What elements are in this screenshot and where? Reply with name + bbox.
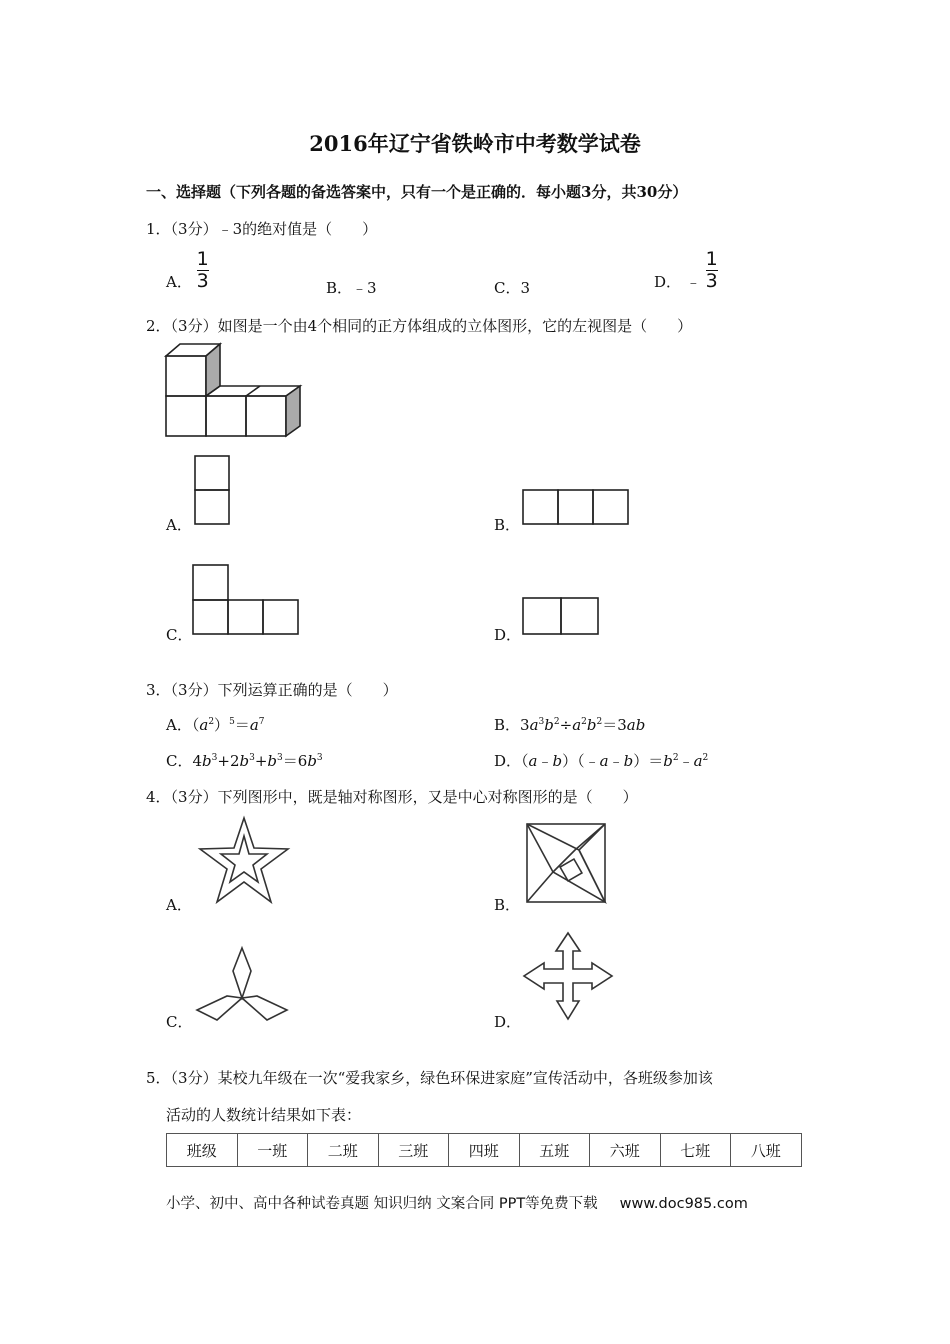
table-cell: 七班 xyxy=(660,1134,731,1167)
q1-option-a: A． $\frac{1}{3}$ xyxy=(166,248,209,292)
q2-option-b-label: B． xyxy=(494,516,521,534)
footer-text: 小学、初中、高中各种试卷真题 知识归纳 文案合同 PPT等免费下载 xyxy=(166,1196,598,1212)
q1-option-d-fraction: $\frac{1}{3}$ xyxy=(705,248,718,292)
table-row xyxy=(167,1134,802,1167)
q1-option-a-fraction: $\frac{1}{3}$ xyxy=(196,248,209,292)
q1-option-b: B．﹣3 xyxy=(326,279,377,297)
q1-option-c: C．3 xyxy=(494,279,531,297)
q2-option-c-figure xyxy=(192,564,302,639)
q1-option-d: D． ﹣ $\frac{1}{3}$ xyxy=(654,248,718,292)
section-heading: 一、选择题（下列各题的备选答案中，只有一个是正确的．每小题3分，共30分） xyxy=(146,183,688,201)
table-cell: 三班 xyxy=(378,1134,449,1167)
table-cell: 班级 xyxy=(167,1134,238,1167)
q2-option-c-label: C． xyxy=(166,626,193,644)
star-figure xyxy=(198,816,293,908)
table-cell: 八班 xyxy=(731,1134,802,1167)
q4-option-d-label: D． xyxy=(494,1013,522,1031)
q4-option-b-label: B． xyxy=(494,896,521,914)
q3-option-a: A．$(a^2)^5=a^7$ xyxy=(166,716,265,734)
q3-option-c: C．$4b^3+2b^3+b^3=6b^3$ xyxy=(166,752,323,770)
four-arrow-figure xyxy=(522,931,617,1023)
question-1-stem: 1．（3分）﹣3的绝对值是（ ） xyxy=(146,220,378,238)
three-rhombus-figure xyxy=(195,944,295,1026)
q2-option-a-figure xyxy=(194,455,234,527)
q4-option-c-label: C． xyxy=(166,1013,193,1031)
q4-option-a-label: A． xyxy=(166,896,192,914)
question-4-stem: 4．（3分）下列图形中，既是轴对称图形，又是中心对称图形的是（ ） xyxy=(146,788,638,806)
q3-option-b: B．$3a^3b^2\div a^2b^2=3ab$ xyxy=(494,716,646,734)
table-cell: 六班 xyxy=(590,1134,661,1167)
class-count-table xyxy=(166,1133,802,1167)
q2-option-d-figure xyxy=(522,597,602,639)
question-3-stem: 3．（3分）下列运算正确的是（ ） xyxy=(146,681,398,699)
table-cell: 二班 xyxy=(308,1134,379,1167)
q2-option-a-label: A． xyxy=(166,516,192,534)
cube-solid-figure xyxy=(160,340,310,440)
q3-option-d: D．$(a﹣b)(﹣a﹣b)=b^2﹣a^2$ xyxy=(494,752,709,770)
page-title: 2016年辽宁省铁岭市中考数学试卷 xyxy=(309,131,641,156)
q2-option-d-label: D． xyxy=(494,626,522,644)
question-2-stem: 2．（3分）如图是一个由4个相同的正方体组成的立体图形，它的左视图是（ ） xyxy=(146,317,693,335)
square-pinwheel-figure xyxy=(525,822,610,907)
question-5-stem-cont: 活动的人数统计结果如下表： xyxy=(166,1106,362,1124)
question-5-stem: 5．（3分）某校九年级在一次“爱我家乡，绿色环保进家庭”宣传活动中，各班级参加该 xyxy=(146,1069,713,1087)
q2-option-b-figure xyxy=(522,489,632,529)
footer-url[interactable]: www.doc985.com xyxy=(619,1196,748,1212)
table-cell: 一班 xyxy=(237,1134,308,1167)
page-footer xyxy=(166,1192,748,1213)
table-cell: 五班 xyxy=(519,1134,590,1167)
table-cell: 四班 xyxy=(449,1134,520,1167)
